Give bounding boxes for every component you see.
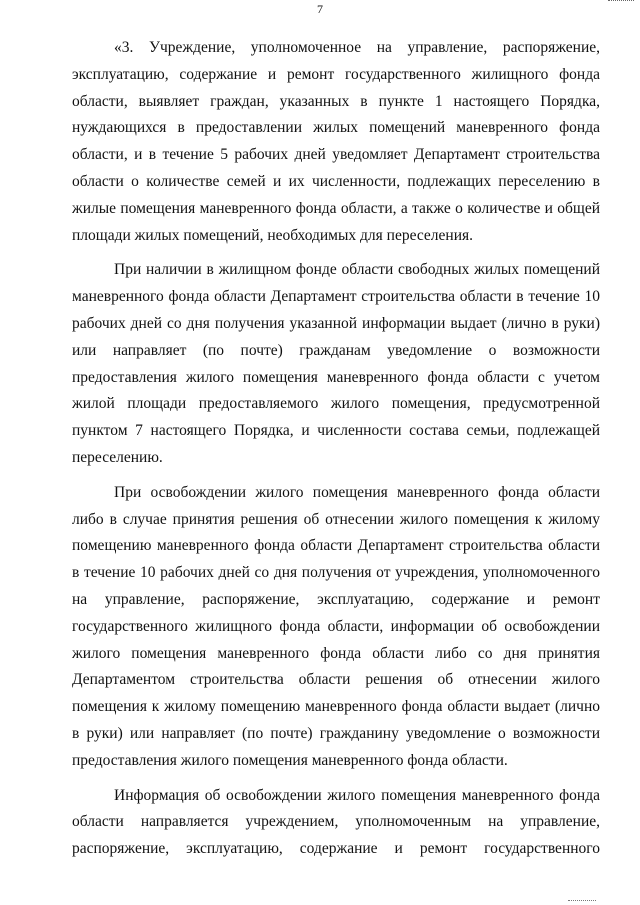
- paragraph-2-text: При наличии в жилищном фонде области свободных жилых помещений маневренного фонда области Департамент строительства области в течение 10 рабочих дней со дня получения указанной информации выдает (лично в руки) или направляет (по почте) гражданам уведомление о возможности предоставления жилого помещения маневренного фонда области с учетом жилой площади предоставляемого жилого помещения, предусмотренной пунктом 7 настоящего Порядка, и численности состава семьи, подлежащей: [72, 261, 600, 440]
- page-number: 7: [317, 2, 323, 16]
- paragraph-1-last-line: площади жилых помещений, необходимых для переселения.: [72, 226, 474, 244]
- paragraph-2-last-line: переселению.: [72, 448, 163, 466]
- paragraph-2: [72, 257, 600, 471]
- paragraph-3-text: При освобождении жилого помещения маневренного фонда области либо в случае принятия решения об отнесении жилого помещения к жилому помещению маневренного фонда области Департамент строительства области в течение 10 рабочих дней со дня получения от учреждения, уполномоченного на управление, распоряжение, эксплуатацию, содержание и ремонт государственного жилищного фонда области, информации об освобождении жилого помещения маневренного фонда области либо со дня принятия Департаментом строительства области решения об отнесении жилого помещения к жилому помещению маневренного фонда области выдает (лично в руки) или направляет (по почте) гражданину уведомление о возможности: [72, 483, 600, 742]
- paragraph-4-text: Информация об освобождении жилого помещения маневренного фонда области направляется учреждением, уполномоченным на управление, распоряжение, эксплуатацию, содержание и ремонт государственного: [72, 786, 600, 858]
- paragraph-3: [72, 480, 600, 775]
- paragraph-1-text: «3. Учреждение, уполномоченное на управление, распоряжение, эксплуатацию, содержание и ремонт государственного жилищного фонда области, выявляет граждан, указанных в пункте 1 настоящего Порядка, нуждающихся в предоставлении жилых помещений маневренного фонда области, и в течение 5 рабочих дней уведомляет Департамент строительства области о количестве семей и их численности, подлежащих переселению в жилые помещения маневренного фонда области, а также о количестве и общей: [72, 39, 600, 217]
- paragraph-1: [72, 35, 600, 249]
- scan-artifact-bottom: [568, 896, 596, 901]
- paragraph-4: [72, 783, 600, 863]
- paragraph-3-last-line: предоставления жилого помещения маневренного фонда области.: [72, 751, 508, 769]
- document-body: [72, 35, 600, 871]
